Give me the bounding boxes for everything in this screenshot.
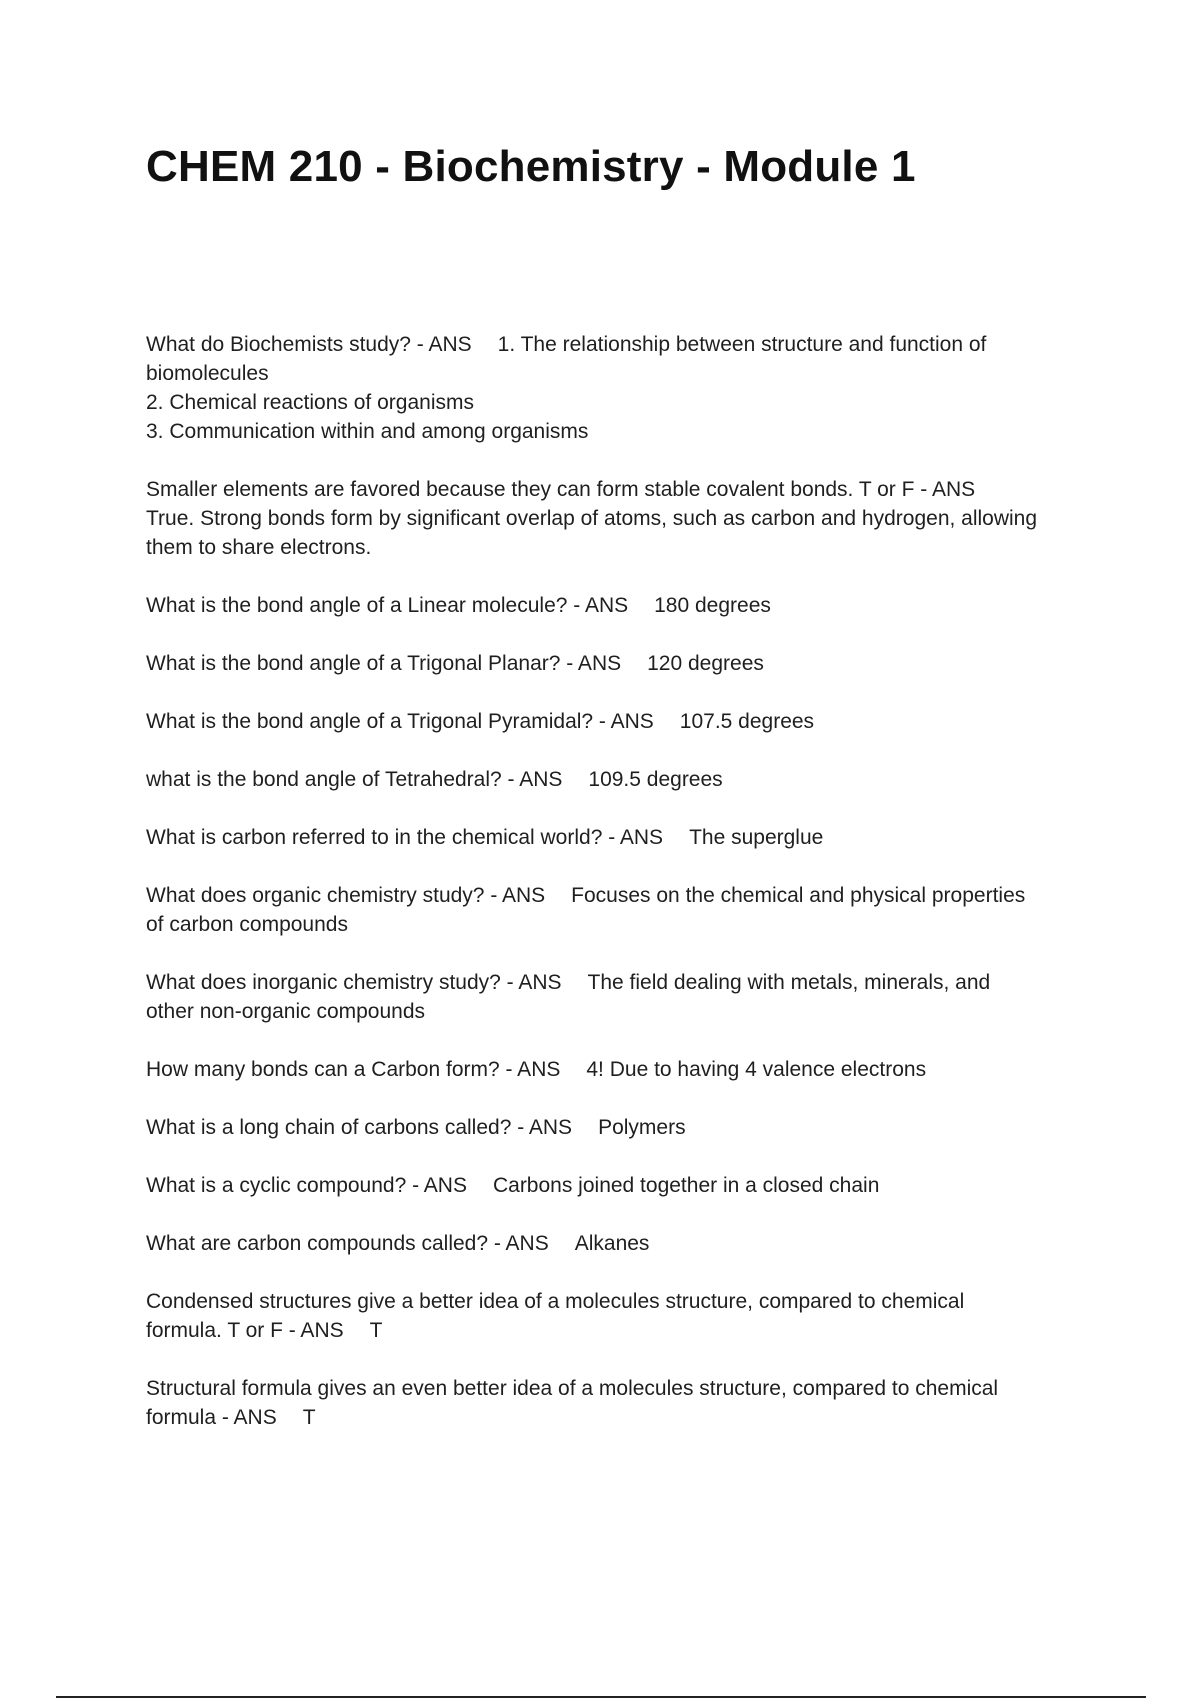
continuation-line	[146, 910, 1096, 939]
qa-item	[146, 823, 1096, 852]
continuation-line	[146, 388, 1096, 417]
qa-first-line	[146, 330, 1096, 359]
continuation-line	[146, 1316, 1096, 1345]
answer-text: 4! Due to having 4 valence electrons	[586, 1058, 927, 1081]
qa-first-line	[146, 591, 1096, 620]
continuation-text: other non-organic compounds	[146, 1000, 426, 1023]
continuation-text: 3. Communication within and among organisms	[146, 420, 589, 443]
qa-item	[146, 765, 1096, 794]
answer-text: T	[302, 1406, 316, 1429]
answer-text: Focuses on the chemical and physical properties	[571, 884, 1026, 907]
answer-text: T	[369, 1319, 383, 1342]
answer-text: Carbons joined together in a closed chain	[492, 1174, 880, 1197]
qa-first-line	[146, 707, 1096, 736]
question-text: What does organic chemistry study? - ANS	[146, 884, 546, 907]
question-text: What is a cyclic compound? - ANS	[146, 1174, 467, 1197]
continuation-text: formula. T or F - ANS	[146, 1319, 344, 1342]
qa-first-line	[146, 968, 1096, 997]
question-text: Condensed structures give a better idea of a molecules structure, compared to chemical	[146, 1290, 965, 1313]
continuation-text: 2. Chemical reactions of organisms	[146, 391, 474, 414]
question-text: What is the bond angle of a Linear molecule? - ANS	[146, 594, 629, 617]
qa-first-line	[146, 649, 1096, 678]
answer-text: The superglue	[689, 826, 824, 849]
question-text: What does inorganic chemistry study? - ANS	[146, 971, 562, 994]
bottom-rule	[56, 1696, 1146, 1698]
answer-text: 109.5 degrees	[588, 768, 723, 791]
qa-first-line	[146, 881, 1096, 910]
answer-text: 107.5 degrees	[679, 710, 815, 733]
answer-text: 1. The relationship between structure and function of	[497, 333, 987, 356]
qa-first-line	[146, 475, 1096, 504]
continuation-line	[146, 533, 1096, 562]
qa-item	[146, 1171, 1096, 1200]
question-text: what is the bond angle of Tetrahedral? - ANS	[146, 768, 563, 791]
qa-first-line	[146, 823, 1096, 852]
question-text: What is carbon referred to in the chemical world? - ANS	[146, 826, 664, 849]
answer-text: Polymers	[598, 1116, 686, 1139]
qa-item	[146, 475, 1096, 562]
qa-item	[146, 591, 1096, 620]
qa-item	[146, 707, 1096, 736]
qa-list	[146, 330, 1096, 1461]
answer-text: 120 degrees	[647, 652, 764, 675]
qa-first-line	[146, 1171, 1096, 1200]
qa-item	[146, 1229, 1096, 1258]
qa-item	[146, 968, 1096, 1026]
continuation-line	[146, 417, 1096, 446]
question-text: How many bonds can a Carbon form? - ANS	[146, 1058, 561, 1081]
qa-item	[146, 649, 1096, 678]
qa-first-line	[146, 1113, 1096, 1142]
qa-item	[146, 1287, 1096, 1345]
question-text: Smaller elements are favored because they can form stable covalent bonds. T or F - ANS	[146, 478, 976, 501]
continuation-text: formula - ANS	[146, 1406, 277, 1429]
question-text: What are carbon compounds called? - ANS	[146, 1232, 549, 1255]
question-text: What is a long chain of carbons called? - ANS	[146, 1116, 573, 1139]
continuation-text: True. Strong bonds form by significant overlap of atoms, such as carbon and hydrogen, allowing	[146, 507, 1038, 530]
continuation-text: them to share electrons.	[146, 536, 372, 559]
continuation-text: of carbon compounds	[146, 913, 348, 936]
qa-first-line	[146, 1229, 1096, 1258]
continuation-line	[146, 504, 1096, 533]
continuation-line	[146, 1403, 1096, 1432]
question-text: What is the bond angle of a Trigonal Pyramidal? - ANS	[146, 710, 654, 733]
qa-first-line	[146, 765, 1096, 794]
qa-item	[146, 330, 1096, 446]
qa-item	[146, 881, 1096, 939]
question-text: What is the bond angle of a Trigonal Planar? - ANS	[146, 652, 622, 675]
continuation-line	[146, 359, 1096, 388]
continuation-line	[146, 997, 1096, 1026]
qa-first-line	[146, 1055, 1096, 1084]
qa-first-line	[146, 1374, 1096, 1403]
qa-item	[146, 1374, 1096, 1432]
answer-text: Alkanes	[574, 1232, 650, 1255]
page-title: CHEM 210 - Biochemistry - Module 1	[146, 142, 916, 191]
qa-item	[146, 1055, 1096, 1084]
answer-text: The field dealing with metals, minerals, and	[587, 971, 991, 994]
question-text: Structural formula gives an even better idea of a molecules structure, compared to chemical	[146, 1377, 999, 1400]
question-text: What do Biochemists study? - ANS	[146, 333, 472, 356]
answer-text: 180 degrees	[654, 594, 771, 617]
qa-item	[146, 1113, 1096, 1142]
qa-first-line	[146, 1287, 1096, 1316]
continuation-text: biomolecules	[146, 362, 269, 385]
